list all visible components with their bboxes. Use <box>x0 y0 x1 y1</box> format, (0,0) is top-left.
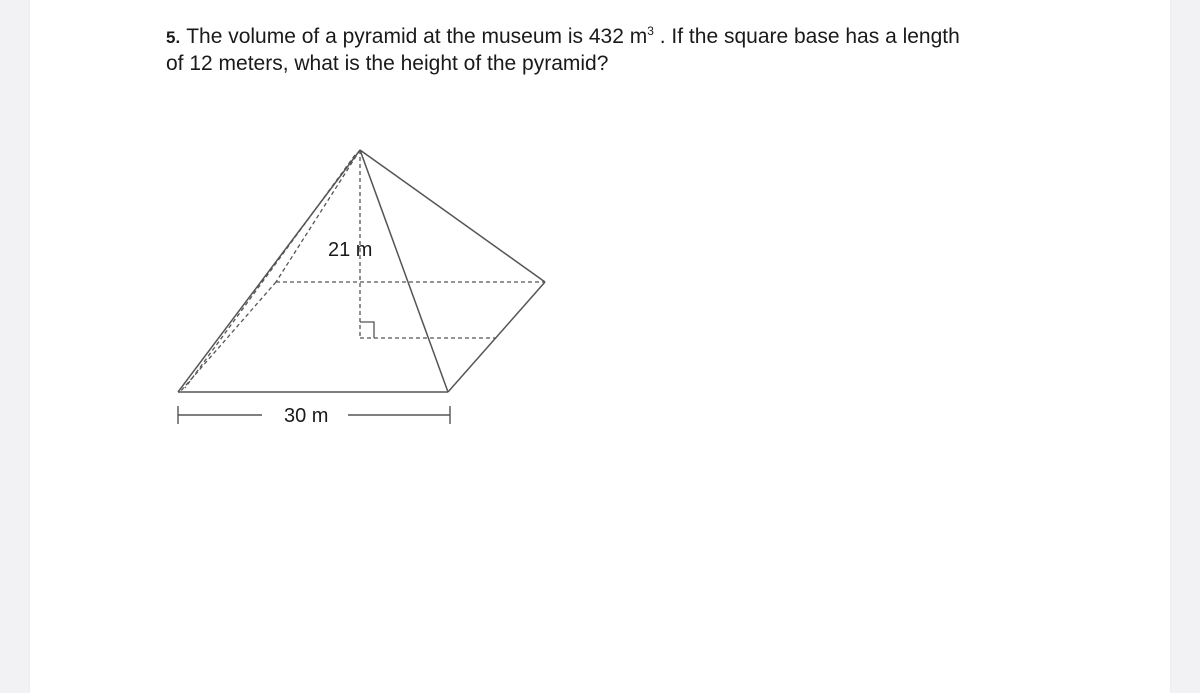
right-angle-marker <box>360 322 374 338</box>
front-middle-edge <box>360 150 448 392</box>
question-line-2: of 12 meters, what is the height of the pyramid? <box>166 52 609 75</box>
question-line-1-text: The volume of a pyramid at the museum is 432 m <box>186 25 648 48</box>
base-right-edge <box>448 282 545 392</box>
dashed-left-hidden-edge <box>180 282 276 392</box>
height-label: 21 m <box>328 239 373 261</box>
base-label: 30 m <box>284 405 329 427</box>
dashed-left-face-edge <box>276 150 360 282</box>
back-right-edge <box>360 150 545 282</box>
pyramid-diagram <box>30 0 1170 693</box>
front-left-edge <box>178 150 360 392</box>
hidden-edges <box>180 150 545 392</box>
visible-edges <box>178 150 545 392</box>
question-number: 5. <box>166 28 181 47</box>
cubic-exponent: 3 <box>647 24 654 38</box>
question-line-1-tail: . If the square base has a length <box>653 25 960 48</box>
worksheet-page <box>30 0 1170 693</box>
